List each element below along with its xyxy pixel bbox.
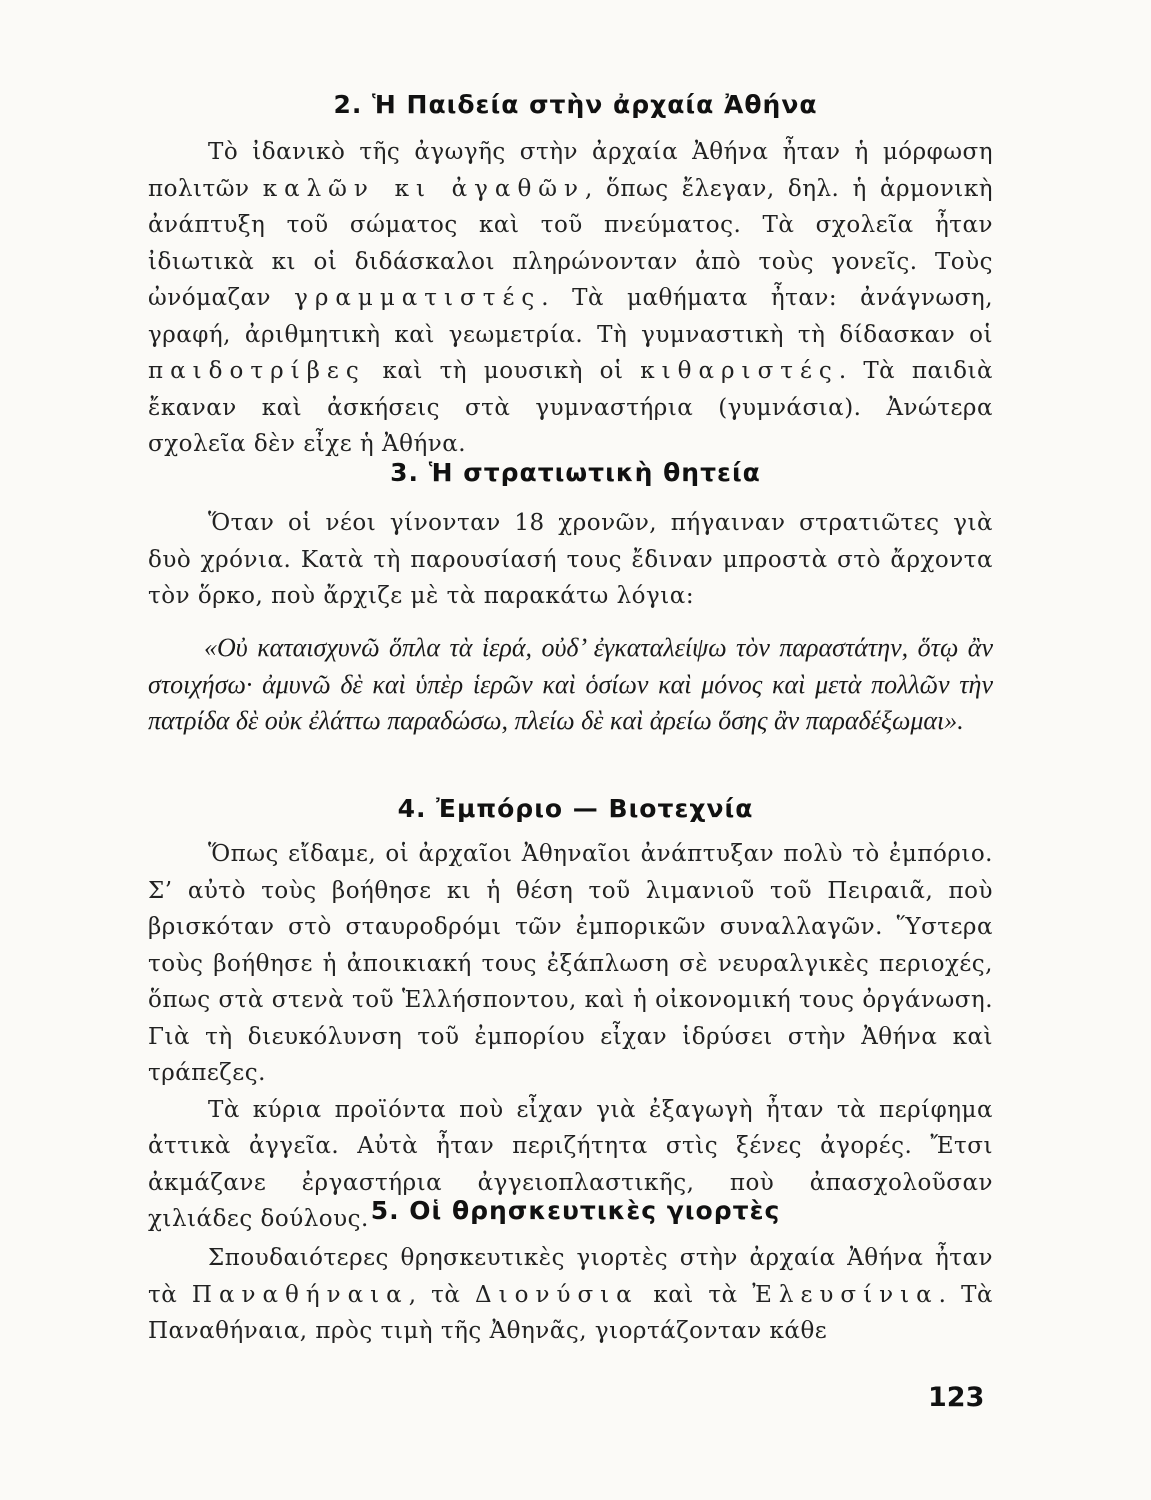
section-5-heading: 5. Οἱ θρησκευτικὲς γιορτὲς (370, 1196, 781, 1225)
spaced-term: κιθαριστές (640, 358, 839, 384)
spaced-term: Διονύσια (475, 1281, 639, 1308)
text-run: . Τὰ μαθήματα ἦταν: ἀνάγνωση, γραφή, ἀριθμητικὴ καὶ γεωμετρία. Τὴ γυμναστικὴ τὴ δίδασκαν οἱ (148, 285, 993, 348)
section-2-text (148, 134, 993, 463)
oath-text: «Οὐ καταισχυνῶ ὅπλα τὰ ἱερά, οὐδ’ ἐγκαταλείψω τὸν παραστάτην, ὅτῳ ἂν στοιχήσω· ἀμυνῶ δὲ καὶ ὑπὲρ ἱερῶν καὶ ὁσίων καὶ μόνος καὶ μετὰ πολλῶν τὴν πατρίδα δὲ οὐκ ἐλάττω παραδώσω, πλείω δὲ καὶ ἀρείω ὅσης ἂν παραδέξωμαι». (148, 633, 993, 735)
section-3-heading: 3. Ἡ στρατιωτικὴ θητεία (390, 458, 761, 487)
text-run: , τὰ (408, 1281, 476, 1308)
section-5-text (148, 1240, 993, 1350)
section-4-paragraphs (148, 836, 993, 1238)
section-4-text-2: Τὰ κύρια προϊόντα ποὺ εἶχαν γιὰ ἐξαγωγὴ ἦταν τὰ περίφημα ἀττικὰ ἀγγεῖα. Αὐτὰ ἦταν περιζήτητα στὶς ξένες ἀγορές. Ἔτσι ἀκμάζανε ἐργαστήρια ἀγγειοπλαστικῆς, ποὺ ἀπασχολοῦσαν χιλιάδες δούλους. (148, 1096, 993, 1232)
text-run: , ὅπως ἔλεγαν, δηλ. ἡ ἁρμονικὴ ἀνάπτυξη τοῦ σώματος καὶ τοῦ πνεύματος. Τὰ σχολεῖα ἦταν ἰδιωτικὰ κι οἱ διδάσκαλοι πληρώνονταν ἀπὸ τοὺς γονεῖς. Τοὺς ὠνόμαζαν (148, 175, 993, 311)
section-4-text-1: Ὅπως εἴδαμε, οἱ ἀρχαῖοι Ἀθηναῖοι ἀνάπτυξαν πολὺ τὸ ἐμπόριο. Σ’ αὐτὸ τοὺς βοήθησε κι ἡ θέση τοῦ λιμανιοῦ τοῦ Πειραιᾶ, ποὺ βρισκόταν στὸ σταυροδρόμι τῶν ἐμπορικῶν συναλλαγῶν. Ὕστερα τοὺς βοήθησε ἡ ἀποικιακή τους ἐξάπλωση σὲ νευραλγικὲς περιοχές, ὅπως στὰ στενὰ τοῦ Ἑλλήσποντου, καὶ ἡ οἰκονομική τους ὀργάνωση. Γιὰ τὴ διευκόλυνση τοῦ ἐμπορίου εἶχαν ἱδρύσει στὴν Ἀθήνα καὶ τράπεζες. (148, 841, 993, 1086)
ephebic-oath-quote (148, 630, 993, 740)
spaced-term: καλῶν κι ἀγαθῶν (262, 175, 586, 202)
spaced-term: γραμματιστές (294, 285, 542, 311)
section-4-heading: 4. Ἐμπόριο — Βιοτεχνία (397, 794, 754, 823)
text-run: Σπουδαιότερες θρησκευτικὲς γιορτὲς στὴν ἀρχαία Ἀθήνα ἦταν τὰ (148, 1245, 993, 1308)
spaced-term: Ἐλευσίνια (752, 1281, 939, 1308)
text-run: καὶ τὰ (638, 1281, 753, 1308)
text-run: . Τὰ Παναθήναια, πρὸς τιμὴ τῆς Ἀθηνᾶς, γιορτάζονταν κάθε (148, 1281, 993, 1344)
spaced-term: Παναθήναια (191, 1281, 409, 1308)
section-2-heading: 2. Ἡ Παιδεία στὴν ἀρχαία Ἀθήνα (333, 90, 818, 119)
section-3-paragraph (148, 505, 993, 615)
page-number: 123 (928, 1382, 985, 1413)
spaced-term: παιδοτρίβες (148, 358, 366, 384)
section-3-text: Ὅταν οἱ νέοι γίνονταν 18 χρονῶν, πήγαιναν στρατιῶτες γιὰ δυὸ χρόνια. Κατὰ τὴ παρουσίασή τους ἔδιναν μπροστὰ στὸ ἄρχοντα τὸν ὅρκο, ποὺ ἄρχιζε μὲ τὰ παρακάτω λόγια: (148, 510, 993, 609)
section-2-paragraph (148, 134, 993, 463)
text-run: Τὸ ἰδανικὸ τῆς ἀγωγῆς στὴν ἀρχαία Ἀθήνα ἦταν ἡ μόρφωση πολιτῶν (148, 139, 993, 202)
text-run: . Τὰ παιδιὰ ἔκαναν καὶ ἀσκήσεις στὰ γυμναστήρια (γυμνάσια). Ἀνώτερα σχολεῖα δὲν εἶχε ἡ Ἀθήνα. (148, 358, 993, 457)
section-5-paragraph (148, 1240, 993, 1350)
text-run: καὶ τὴ μουσικὴ οἱ (365, 358, 641, 384)
